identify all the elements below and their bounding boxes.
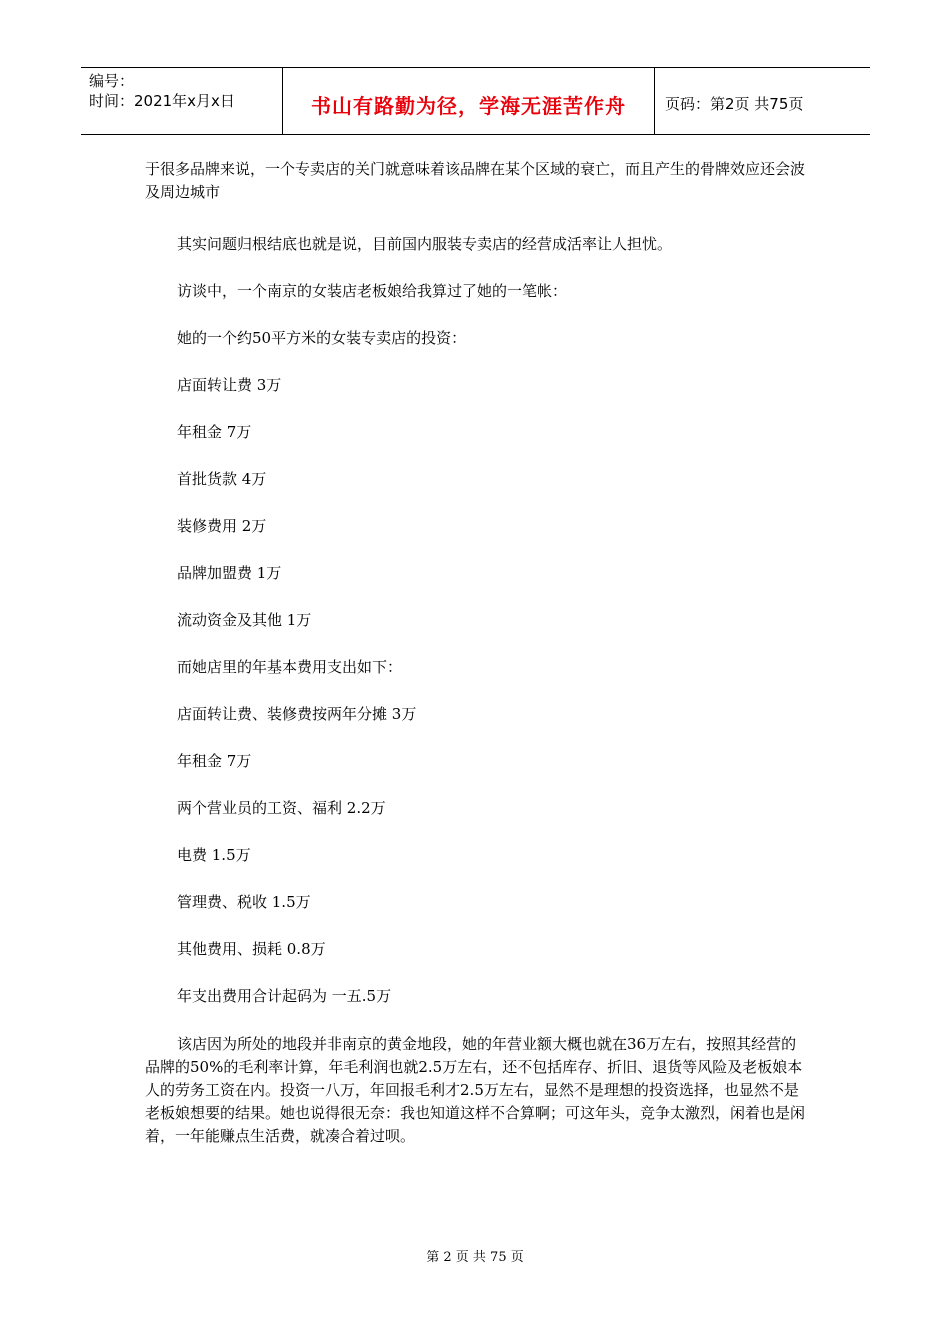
document-header (81, 67, 870, 135)
list-item: 两个营业员的工资、福利 2.2万 (177, 799, 386, 817)
list-item: 管理费、税收 1.5万 (177, 893, 311, 911)
header-page-cell (655, 68, 870, 134)
paragraph: 访谈中，一个南京的女装店老板娘给我算过了她的一笔帐： (177, 282, 568, 300)
list-item: 其他费用、损耗 0.8万 (177, 940, 326, 958)
list-item: 年支出费用合计起码为 一五.5万 (177, 987, 392, 1005)
paragraph: 于很多品牌来说，一个专卖店的关门就意味着该品牌在某个区域的衰亡，而且产生的骨牌效应还会波及周边城市 (145, 160, 806, 201)
motto-text: 书山有路勤为径，学海无涯苦作舟 (311, 94, 626, 118)
time-label: 时间：2021年x月x日 (89, 92, 235, 110)
page-footer: 第 2 页 共 75 页 (426, 1250, 524, 1265)
list-item: 店面转让费、装修费按两年分摊 3万 (177, 705, 417, 723)
paragraph: 该店因为所处的地段并非南京的黄金地段，她的年营业额大概也就在36万左右，按照其经营的品牌的50%的毛利率计算，年毛利润也就2.5万左右，还不包括库存、折旧、退货等风险及老板娘本人的劳务工资在内。投资一八万，年回报毛利才2.5万左右，显然不是理想的投资选择，也显然不是老板娘想要的结果。她也说得很无奈：我也知道这样不合算啊；可这年头，竞争太激烈，闲着也是闲着，一年能赚点生活费，就凑合着过呗。 (145, 1035, 806, 1145)
paragraph: 她的一个约50平方米的女装专卖店的投资： (177, 329, 467, 347)
list-item: 流动资金及其他 1万 (177, 611, 312, 629)
paragraph: 而她店里的年基本费用支出如下： (177, 658, 403, 676)
list-item: 首批货款 4万 (177, 470, 267, 488)
header-meta-cell (81, 68, 283, 134)
header-motto-cell (283, 68, 655, 134)
list-item: 装修费用 2万 (177, 517, 267, 535)
list-item: 店面转让费 3万 (177, 376, 282, 394)
list-item: 电费 1.5万 (177, 846, 251, 864)
list-item: 年租金 7万 (177, 752, 252, 770)
list-item: 年租金 7万 (177, 423, 252, 441)
paragraph: 其实问题归根结底也就是说，目前国内服装专卖店的经营成活率让人担忧。 (177, 235, 673, 253)
page-info: 页码：第2页 共75页 (665, 95, 804, 113)
list-item: 品牌加盟费 1万 (177, 564, 282, 582)
number-label: 编号： (89, 72, 135, 90)
